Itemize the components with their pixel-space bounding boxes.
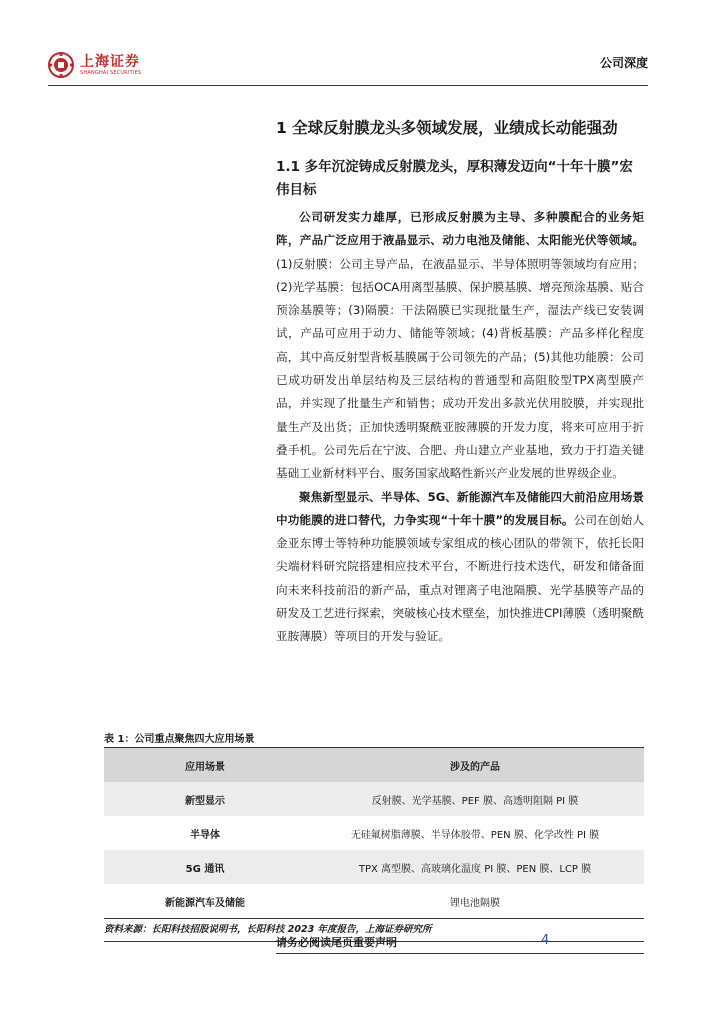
page-header [48, 48, 648, 86]
table-caption: 表 1：公司重点聚焦四大应用场景 [104, 734, 255, 745]
column-header-products: 涉及的产品 [306, 748, 644, 783]
subsection-heading: 1.1 多年沉淀铸成反射膜龙头，厚积薄发迈向“十年十膜”宏伟目标 [276, 159, 633, 198]
cell-scenario: 新型显示 [104, 782, 306, 816]
cell-scenario: 5G 通讯 [104, 850, 306, 884]
table-header-row [104, 748, 644, 783]
cell-products: 锂电池隔膜 [450, 897, 500, 909]
application-table-block [104, 733, 644, 942]
paragraph-strategy [276, 486, 644, 649]
page-footer [276, 933, 644, 954]
cell-products: TPX 离型膜、高玻璃化温度 PI 膜、PEN 膜、LCP 膜 [306, 850, 644, 884]
table-row [104, 816, 644, 850]
logo-text [80, 55, 141, 76]
logo-name-cn: 上海证券 [80, 53, 140, 70]
report-type-label: 公司深度 [599, 56, 648, 70]
main-content [276, 110, 644, 649]
cell-products: 无硅氟树脂薄膜、半导体胶带、PEN 膜、化学改性 PI 膜 [350, 829, 600, 841]
paragraph-lead-bold: 公司研发实力雄厚，已形成反射膜为主导、多种膜配合的业务矩阵，产品广泛应用于液晶显示、动力电池及储能、太阳能光伏等领域。 [276, 210, 644, 248]
paragraph-body: 公司在创始人金亚东博士等特种功能膜领域专家组成的核心团队的带领下，依托长阳尖端材料研究院搭建相应技术平台，不断进行技术迭代，研发和储备面向未来科技前沿的新产品，重点对锂离子电池隔膜、光学基膜等产品的研发及工艺进行探索，突破核心技术壁垒，加快推进CPI薄膜（透明聚酰亚胺薄膜）等项目的开发与验证。 [276, 512, 644, 644]
paragraph-lead-bold: 聚焦新型显示、半导体、5G、新能源汽车及储能四大前沿应用场景中功能膜的进口替代，力争实现“十年十膜”的发展目标。 [276, 489, 644, 527]
logo-name-en: SHANGHAI SECURITIES [80, 69, 142, 76]
cell-scenario: 半导体 [190, 829, 220, 841]
table-source-note: 资料来源：长阳科技招股说明书，长阳科技 2023 年度报告，上海证券研究所 [104, 919, 644, 942]
table-row [104, 782, 644, 816]
paragraph-business-matrix [276, 206, 644, 486]
column-header-scenario: 应用场景 [104, 748, 306, 783]
page-number: 4 [541, 933, 550, 948]
table-row [104, 884, 644, 919]
footer-disclaimer: 请务必阅读尾页重要声明 [276, 936, 397, 949]
section-heading: 1 全球反射膜龙头多领域发展，业绩成长动能强劲 [276, 119, 618, 137]
cell-scenario: 新能源汽车及储能 [165, 897, 245, 909]
header-divider [48, 85, 648, 86]
table-row [104, 850, 644, 884]
company-logo [48, 52, 141, 78]
paragraph-body: (1)反射膜：公司主导产品，在液晶显示、半导体照明等领域均有应用；(2)光学基膜：包括OCA用离型基膜、保护膜基膜、增亮预涂基膜、贴合预涂基膜等；(3)隔膜：干法隔膜已实现批量生产，湿法产线已安装调试，产品可应用于动力、储能等领域；(4)背板基膜：产品多样化程度高，其中高反射型背板基膜属于公司领先的产品；(5)其他功能膜：公司已成功研发出单层结构及三层结构的普通型和高阻胶型TPX离型膜产品，并实现了批量生产和销售；成功开发出多款光伏用胶膜，并实现批量生产及出货；正加快透明聚酰亚胺薄膜的开发力度，将来可应用于折叠手机。公司先后在宁波、合肥、舟山建立产业基地，致力于打造关键基础工业新材料平台、服务国家战略性新兴产业发展的世界级企业。 [276, 256, 644, 481]
cell-products: 反射膜、光学基膜、PEF 膜、高透明阻隔 PI 膜 [306, 782, 644, 816]
application-table [104, 747, 644, 919]
seal-logo-icon [48, 52, 74, 78]
